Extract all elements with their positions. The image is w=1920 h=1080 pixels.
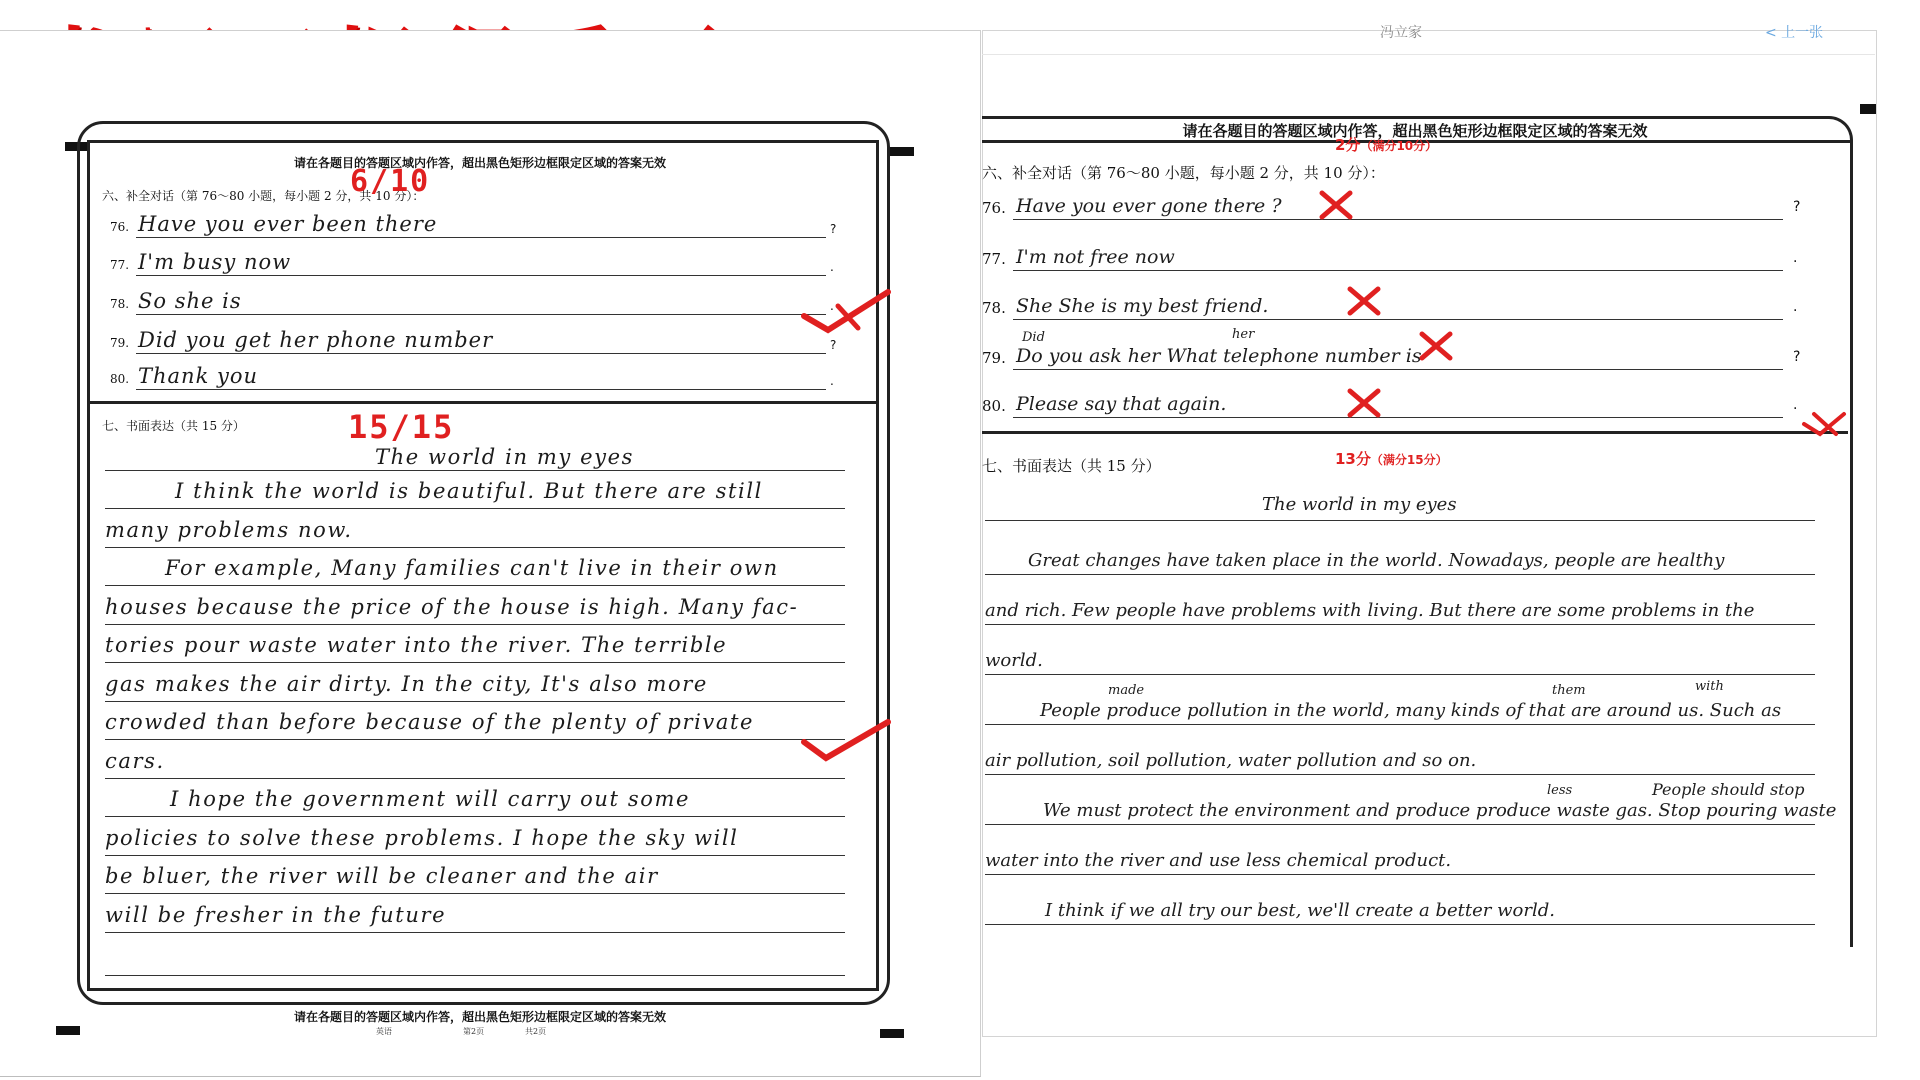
question-number: 77. bbox=[110, 258, 130, 272]
answer-line bbox=[136, 237, 826, 238]
cross-mark-icon bbox=[1346, 285, 1382, 317]
answer-text: Thank you bbox=[138, 364, 259, 388]
answer-punctuation: . bbox=[1793, 397, 1798, 413]
question-row bbox=[110, 322, 840, 354]
essay-line-text: I think the world is beautiful. But there are still bbox=[175, 479, 763, 503]
section7-heading: 七、书面表达（共 15 分） bbox=[102, 419, 245, 433]
essay-line-text: We must protect the environment and produce produce waste gas. Stop pouring waste bbox=[1043, 800, 1837, 821]
answer-line bbox=[136, 275, 826, 276]
essay-rule bbox=[105, 701, 845, 702]
insert-with: with bbox=[1695, 679, 1724, 694]
answer-punctuation: . bbox=[1793, 299, 1798, 315]
question-row bbox=[110, 283, 840, 315]
answer-text: I'm not free now bbox=[1016, 246, 1175, 268]
check-mark-icon bbox=[800, 718, 892, 764]
essay-line-text: gas makes the air dirty. In the city, It's also more bbox=[105, 671, 708, 696]
essay-line-text: and rich. Few people have problems with living. But there are some problems in the bbox=[985, 600, 1755, 621]
section7-heading: 七、书面表达（共 15 分） bbox=[982, 457, 1161, 475]
sheet-header-note: 请在各题目的答题区域内作答，超出黑色矩形边框限定区域的答案无效 bbox=[293, 156, 666, 170]
essay-rule bbox=[105, 470, 845, 471]
answer-line bbox=[1013, 219, 1783, 220]
essay-line-text: many problems now. bbox=[105, 517, 353, 542]
essay-line-text: I hope the government will carry out some bbox=[170, 787, 691, 811]
answer-punctuation: . bbox=[830, 374, 834, 388]
essay-line-text: crowded than before because of the plenty of private bbox=[105, 710, 755, 734]
answer-line bbox=[1013, 270, 1783, 271]
question-number: 80. bbox=[110, 372, 130, 386]
section6-score-value: 2分 bbox=[1335, 136, 1361, 154]
answer-text: Have you ever been there bbox=[138, 212, 438, 236]
cross-mark-icon bbox=[1418, 330, 1454, 362]
section6-score-full: （满分10分） bbox=[1360, 139, 1438, 153]
sheet-header-note: 请在各题目的答题区域内作答，超出黑色矩形边框限定区域的答案无效 bbox=[1182, 122, 1648, 140]
essay-rule bbox=[105, 975, 845, 976]
insert-made: made bbox=[1108, 683, 1145, 698]
essay-rule bbox=[105, 893, 845, 894]
essay-rule bbox=[985, 824, 1815, 825]
answer-punctuation: ? bbox=[830, 222, 837, 236]
question-number: 79. bbox=[110, 336, 130, 350]
footer-subject: 英语 bbox=[376, 1027, 392, 1036]
section7-score-value: 13分 bbox=[1335, 450, 1371, 468]
essay-title: The world in my eyes bbox=[1262, 494, 1457, 515]
essay-rule bbox=[985, 774, 1815, 775]
answer-punctuation: . bbox=[830, 299, 834, 313]
answer-line bbox=[1013, 369, 1783, 370]
section7-score: 15/15 bbox=[348, 408, 455, 446]
section6-heading: 六、补全对话（第 76～80 小题，每小题 2 分，共 10 分）： bbox=[982, 164, 1385, 182]
footer-page: 第2页 bbox=[463, 1027, 485, 1036]
essay-rule bbox=[105, 662, 845, 663]
answer-text: I'm busy now bbox=[138, 250, 292, 274]
essay-line-text: cars. bbox=[105, 748, 165, 773]
answer-frame-outer bbox=[982, 116, 1853, 947]
essay-rule bbox=[985, 674, 1815, 675]
answer-text: Please say that again. bbox=[1016, 393, 1227, 415]
insert-them: them bbox=[1552, 683, 1586, 698]
question-number: 80. bbox=[982, 397, 1006, 415]
answer-punctuation: ? bbox=[830, 338, 837, 352]
essay-line-text: houses because the price of the house is high. Many fac- bbox=[105, 594, 799, 619]
section6-score bbox=[1335, 134, 1437, 155]
essay-line-text: world. bbox=[985, 650, 1043, 671]
essay-line-text: tories pour waste water into the river. The terrible bbox=[105, 633, 728, 657]
answer-line bbox=[136, 389, 826, 390]
question-number: 78. bbox=[982, 299, 1006, 317]
section-divider bbox=[87, 401, 876, 404]
answer-line bbox=[136, 314, 826, 315]
registration-mark bbox=[880, 1029, 904, 1038]
essay-rule bbox=[105, 585, 845, 586]
previous-page-link[interactable]: < 上一张 bbox=[1765, 25, 1824, 41]
sheet-footer-note: 请在各题目的答题区域内作答，超出黑色矩形边框限定区域的答案无效 bbox=[293, 1010, 666, 1024]
essay-rule bbox=[985, 520, 1815, 521]
question-row bbox=[110, 206, 840, 238]
section-divider bbox=[982, 431, 1848, 434]
essay-rule bbox=[105, 932, 845, 933]
answer-line bbox=[1013, 417, 1783, 418]
section7-score bbox=[1335, 448, 1448, 469]
question-number: 76. bbox=[110, 220, 130, 234]
essay-line-text: will be fresher in the future bbox=[105, 902, 447, 927]
essay-line-text: I think if we all try our best, we'll create a better world. bbox=[1045, 900, 1555, 921]
essay-rule bbox=[105, 508, 845, 509]
essay-rule bbox=[105, 739, 845, 740]
footer-total: 共2页 bbox=[525, 1027, 547, 1036]
answer-text: So she is bbox=[138, 289, 242, 313]
cross-mark-icon bbox=[1318, 189, 1354, 221]
essay-line-text: be bluer, the river will be cleaner and the air bbox=[105, 864, 659, 888]
answer-line bbox=[1013, 319, 1783, 320]
essay-rule bbox=[105, 816, 845, 817]
essay-rule bbox=[105, 855, 845, 856]
answer-punctuation: . bbox=[830, 260, 834, 274]
cross-mark-icon bbox=[1800, 410, 1848, 438]
answer-text: Did you get her phone number bbox=[138, 328, 494, 352]
essay-line-text: People produce pollution in the world, many kinds of that are around us. Such as bbox=[1040, 700, 1782, 721]
answer-line bbox=[136, 353, 826, 354]
registration-mark bbox=[56, 1026, 80, 1035]
check-mark-icon bbox=[800, 288, 894, 336]
section6-score: 6/10 bbox=[350, 164, 431, 199]
registration-mark bbox=[1860, 104, 1876, 114]
essay-rule bbox=[105, 778, 845, 779]
answer-punctuation: ? bbox=[1793, 199, 1801, 215]
question-number: 77. bbox=[982, 250, 1006, 268]
answer-punctuation: ? bbox=[1793, 349, 1801, 365]
answer-punctuation: . bbox=[1793, 250, 1798, 266]
insert-her: her bbox=[1232, 327, 1255, 342]
insert-did: Did bbox=[1022, 330, 1045, 345]
essay-line-text: For example, Many families can't live in their own bbox=[165, 556, 779, 580]
section7-score-full: （满分15分） bbox=[1370, 453, 1448, 467]
essay-rule bbox=[985, 724, 1815, 725]
essay-rule bbox=[985, 874, 1815, 875]
question-row bbox=[110, 358, 840, 390]
essay-line-text: water into the river and use less chemical product. bbox=[985, 850, 1452, 871]
insert-people-should-stop: People should stop bbox=[1652, 780, 1805, 799]
question-number: 78. bbox=[110, 297, 130, 311]
essay-rule bbox=[985, 624, 1815, 625]
answer-text: She She is my best friend. bbox=[1016, 295, 1269, 317]
essay-line-text: Great changes have taken place in the world. Nowadays, people are healthy bbox=[1028, 550, 1725, 571]
essay-rule bbox=[105, 547, 845, 548]
student-name: 冯立家 bbox=[1380, 25, 1422, 41]
answer-text: Have you ever gone there ? bbox=[1016, 195, 1282, 217]
essay-line-text: policies to solve these problems. I hope the sky will bbox=[105, 825, 739, 850]
cross-mark-icon bbox=[1346, 387, 1382, 419]
answer-text: Do you ask her What telephone number is bbox=[1016, 345, 1422, 367]
section6-heading: 六、补全对话（第 76～80 小题，每小题 2 分，共 10 分）： bbox=[102, 189, 425, 203]
essay-title: The world in my eyes bbox=[375, 445, 634, 469]
insert-less: less bbox=[1547, 783, 1573, 798]
essay-rule bbox=[105, 624, 845, 625]
question-row bbox=[110, 244, 840, 276]
question-number: 79. bbox=[982, 349, 1006, 367]
essay-rule bbox=[985, 924, 1815, 925]
essay-line-text: air pollution, soil pollution, water pollution and so on. bbox=[985, 750, 1477, 771]
essay-rule bbox=[985, 574, 1815, 575]
question-number: 76. bbox=[982, 199, 1006, 217]
